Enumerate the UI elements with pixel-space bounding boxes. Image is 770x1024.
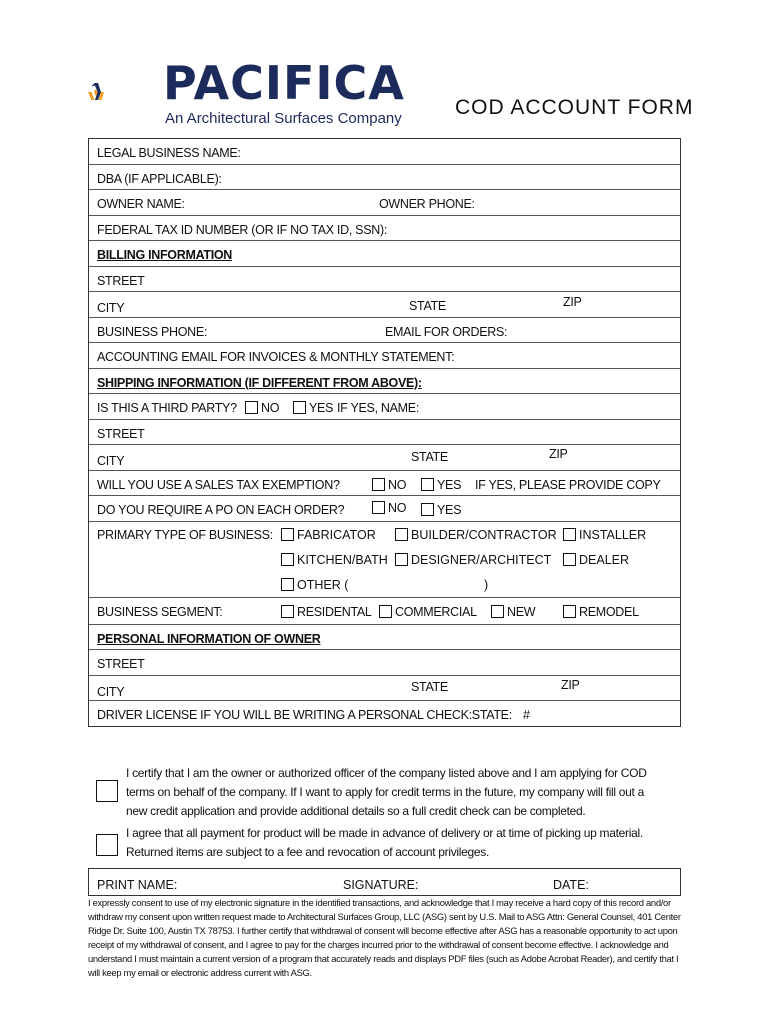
brand-name: PACIFICA (163, 56, 405, 110)
business-phone-row[interactable] (89, 318, 680, 344)
personal-street-row[interactable] (89, 650, 680, 676)
certify-owner-checkbox[interactable] (96, 780, 118, 802)
fabricator-option[interactable] (281, 528, 376, 542)
third-party-row (89, 394, 680, 420)
designer-option[interactable] (395, 553, 551, 567)
billing-street-row[interactable] (89, 267, 680, 293)
email-orders-label: EMAIL FOR ORDERS: (385, 324, 508, 339)
date-label[interactable]: DATE: (553, 878, 589, 892)
checkbox[interactable] (281, 553, 294, 566)
shipping-zip-label: ZIP (549, 447, 568, 461)
segment-row (89, 598, 680, 625)
tax-id-row[interactable] (89, 216, 680, 242)
checkbox[interactable] (281, 605, 294, 618)
billing-street-label: STREET (97, 273, 145, 288)
billing-zip-label: ZIP (563, 295, 582, 309)
checkbox[interactable] (395, 528, 408, 541)
personal-city-label: CITY (97, 684, 125, 699)
shipping-header: SHIPPING INFORMATION (IF DIFFERENT FROM ABOVE): (97, 375, 422, 390)
installer-label: INSTALLER (579, 527, 647, 542)
accounting-email-label: ACCOUNTING EMAIL FOR INVOICES & MONTHLY STATEMENT: (97, 350, 455, 364)
provide-copy-label: IF YES, PLEASE PROVIDE COPY (475, 477, 661, 492)
kitchen-label: KITCHEN/BATH (297, 552, 388, 567)
pacifica-logo-icon (86, 52, 166, 132)
checkbox[interactable] (563, 605, 576, 618)
brand-tagline: An Architectural Surfaces Company (165, 110, 402, 127)
legal-name-row[interactable] (89, 139, 680, 165)
po-row (89, 496, 680, 522)
new-option[interactable] (491, 605, 535, 619)
no-label: NO (261, 401, 280, 415)
billing-city-row[interactable] (89, 292, 680, 318)
segment-label: BUSINESS SEGMENT: (97, 604, 223, 619)
application-form (88, 138, 681, 727)
electronic-consent-text: I expressly consent to use of my electronic signature in the identified transactions, and acknowledge that I may receive a hard copy of this record and/or withdraw my consent upon written request made to Architectural Surfaces Group, LLC (ASG) sent by U.S. Mail to ASG Attn: General Counsel, 401 Center Ridge Dr. Suite 100, Austin TX 78753. I further certify that withdrawal of consent will become effective after ASG has a reasonable opportunity to act upon receipt of my withdrawal of consent, and I agree to pay for the charges incurred prior to the withdrawal of consent become effective. I acknowledge and understand I must maintain a current version of a program that accurately reads and displays PDF files (such as Adobe Acrobat Reader), and certify that I will keep my email or electronic address current with ASG. (88, 897, 681, 978)
print-name-label[interactable]: PRINT NAME: (97, 878, 178, 892)
no-label: NO (388, 501, 407, 515)
third-party-no-option[interactable] (245, 401, 279, 415)
tax-exemption-yes-option[interactable] (421, 478, 461, 492)
builder-option[interactable] (395, 528, 557, 542)
residential-label: RESIDENTAL (297, 604, 372, 619)
checkbox[interactable] (281, 578, 294, 591)
checkbox[interactable] (281, 528, 294, 541)
builder-label: BUILDER/CONTRACTOR (411, 527, 557, 542)
owner-name-label: OWNER NAME: (97, 197, 185, 211)
po-no-option[interactable] (372, 501, 406, 515)
no-label: NO (388, 477, 407, 492)
checkbox[interactable] (421, 503, 434, 516)
personal-header: PERSONAL INFORMATION OF OWNER (97, 631, 321, 646)
billing-header: BILLING INFORMATION (97, 248, 233, 262)
po-yes-option[interactable] (421, 503, 461, 517)
remodel-label: REMODEL (579, 604, 639, 619)
billing-header-row (89, 241, 680, 267)
dba-label: DBA (IF APPLICABLE): (97, 171, 222, 186)
tax-exemption-label: WILL YOU USE A SALES TAX EXEMPTION? (97, 477, 340, 492)
primary-type-block (89, 522, 680, 598)
designer-label: DESIGNER/ARCHITECT (411, 552, 552, 567)
primary-type-label: PRIMARY TYPE OF BUSINESS: (97, 527, 273, 542)
billing-city-label: CITY (97, 301, 125, 315)
tax-id-label: FEDERAL TAX ID NUMBER (OR IF NO TAX ID, SSN): (97, 222, 388, 237)
checkbox[interactable] (421, 478, 434, 491)
shipping-street-row[interactable] (89, 420, 680, 446)
third-party-label: IS THIS A THIRD PARTY? (97, 401, 237, 415)
tax-exemption-row (89, 471, 680, 497)
new-label: NEW (507, 604, 536, 619)
checkbox[interactable] (563, 528, 576, 541)
tax-exemption-no-option[interactable] (372, 478, 406, 492)
checkbox[interactable] (395, 553, 408, 566)
kitchen-option[interactable] (281, 553, 388, 567)
checkbox[interactable] (372, 478, 385, 491)
owner-phone-label: OWNER PHONE: (379, 197, 475, 211)
fabricator-label: FABRICATOR (297, 527, 376, 542)
other-option[interactable] (281, 578, 348, 592)
checkbox[interactable] (293, 401, 306, 414)
checkbox[interactable] (372, 501, 385, 514)
if-yes-name-label: IF YES, NAME: (337, 401, 420, 415)
commercial-option[interactable] (379, 605, 477, 619)
owner-row[interactable] (89, 190, 680, 216)
dealer-option[interactable] (563, 553, 629, 567)
agree-payment-checkbox[interactable] (96, 834, 118, 856)
personal-city-row[interactable] (89, 676, 680, 702)
driver-license-row[interactable] (89, 701, 680, 726)
personal-header-row (89, 625, 680, 651)
shipping-header-row (89, 369, 680, 395)
checkbox[interactable] (379, 605, 392, 618)
installer-option[interactable] (563, 528, 646, 542)
checkbox[interactable] (563, 553, 576, 566)
yes-label: YES (437, 503, 462, 517)
agree-payment-text: I agree that all payment for product will be made in advance of delivery or at time of picking up material. Returned items are subject to a fee and revocation of account privileges. (126, 826, 643, 859)
dba-row[interactable] (89, 165, 680, 191)
signature-label[interactable]: SIGNATURE: (343, 878, 419, 892)
other-label: OTHER ( (297, 577, 349, 592)
residential-option[interactable] (281, 605, 372, 619)
signature-row (88, 868, 681, 896)
personal-state-label: STATE (411, 679, 448, 694)
checkbox[interactable] (245, 401, 258, 414)
certification-section (88, 752, 679, 862)
certify-owner-text: I certify that I am the owner or authorized officer of the company listed above and I am applying for COD terms on behalf of the company. If I want to apply for credit terms in the future, my company will fill out a new credit application and provide additional details so a full credit check can be completed. (126, 766, 647, 818)
shipping-city-label: CITY (97, 454, 125, 468)
driver-license-label: DRIVER LICENSE IF YOU WILL BE WRITING A PERSONAL CHECK:STATE: (97, 708, 512, 722)
commercial-label: COMMERCIAL (395, 604, 477, 619)
personal-street-label: STREET (97, 657, 145, 671)
accounting-email-row[interactable] (89, 343, 680, 369)
po-label: DO YOU REQUIRE A PO ON EACH ORDER? (97, 503, 345, 517)
dealer-label: DEALER (579, 552, 630, 567)
shipping-city-row[interactable] (89, 445, 680, 471)
legal-name-label: LEGAL BUSINESS NAME: (97, 146, 241, 160)
remodel-option[interactable] (563, 605, 639, 619)
form-title: COD ACCOUNT FORM (455, 96, 694, 119)
yes-label: YES (309, 401, 334, 415)
other-close: ) (484, 577, 489, 592)
checkbox[interactable] (491, 605, 504, 618)
personal-zip-label: ZIP (561, 677, 580, 692)
third-party-yes-option[interactable] (293, 401, 333, 415)
shipping-state-label: STATE (411, 450, 448, 464)
yes-label: YES (437, 477, 462, 492)
business-phone-label: BUSINESS PHONE: (97, 324, 208, 339)
billing-state-label: STATE (409, 299, 446, 313)
shipping-street-label: STREET (97, 426, 145, 441)
license-number-hash: # (523, 708, 530, 722)
